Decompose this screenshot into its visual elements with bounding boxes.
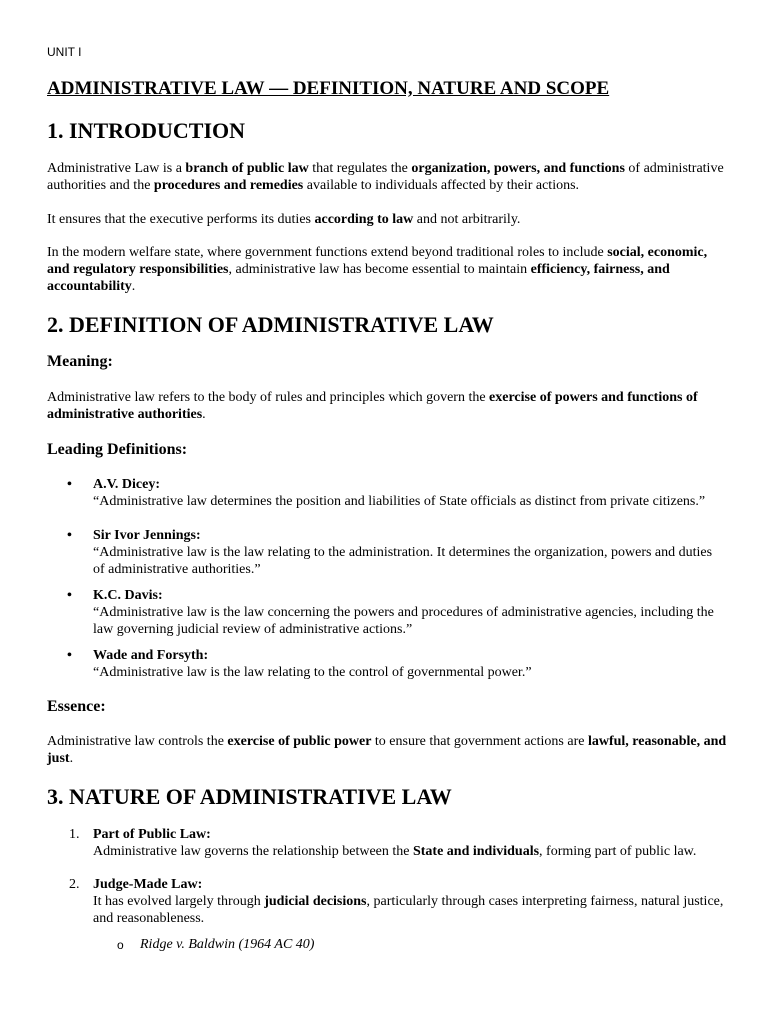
nature-term: Judge-Made Law: (93, 877, 203, 892)
unit-label: UNIT I (47, 45, 82, 59)
meaning-paragraph: Administrative law refers to the body of rules and principles which govern the exercise of powers and functions of administrative authorities. (47, 390, 698, 422)
subheading-leading-definitions: Leading Definitions: (47, 441, 188, 458)
intro-paragraph-2: It ensures that the executive performs its duties according to law and not arbitrarily. (47, 212, 521, 227)
definition-author: Wade and Forsyth: (93, 648, 209, 663)
definition-author: K.C. Davis: (93, 588, 163, 603)
subheading-essence: Essence: (47, 698, 106, 715)
intro-paragraph-3: In the modern welfare state, where government functions extend beyond traditional roles to include social, economic, and regulatory responsibilities, administrative law has become essential to maintain efficiency, fairness, and accountability. (47, 245, 708, 294)
definition-quote: “Administrative law is the law relating to the administration. It determines the organization, powers and duties of administrative authorities.” (93, 545, 713, 577)
definition-author: A.V. Dicey: (93, 477, 161, 492)
list-number: 2. (69, 877, 80, 892)
list-number: 1. (69, 827, 80, 842)
bullet-marker: • (67, 648, 72, 663)
bullet-marker: • (67, 477, 72, 492)
definition-author: Sir Ivor Jennings: (93, 528, 201, 543)
case-citation: Ridge v. Baldwin (1964 AC 40) (140, 937, 315, 952)
subheading-meaning: Meaning: (47, 353, 113, 370)
bullet-marker: • (67, 588, 72, 603)
nature-term: Part of Public Law: (93, 827, 211, 842)
section-heading-definition: 2. DEFINITION OF ADMINISTRATIVE LAW (47, 312, 494, 337)
bullet-marker: • (67, 528, 72, 543)
document-title: ADMINISTRATIVE LAW — DEFINITION, NATURE AND SCOPE (47, 78, 610, 99)
sub-bullet-marker: o (117, 938, 124, 952)
list-item (47, 647, 727, 681)
essence-paragraph: Administrative law controls the exercise of public power to ensure that government actions are lawful, reasonable, and just. (47, 734, 727, 766)
list-item: 2. Judge-Made Law: It has evolved largely through judicial decisions, particularly through cases interpreting fairness, natural justice, and reasonableness. (47, 876, 727, 927)
list-item (47, 936, 727, 953)
definition-quote: “Administrative law determines the position and liabilities of State officials as distinct from private citizens.” (93, 494, 706, 509)
list-item (47, 527, 727, 578)
section-heading-nature: 3. NATURE OF ADMINISTRATIVE LAW (47, 784, 452, 809)
section-heading-introduction: 1. INTRODUCTION (47, 118, 246, 143)
definition-quote: “Administrative law is the law relating to the control of governmental power.” (93, 665, 532, 680)
list-item (47, 476, 727, 510)
list-item: 1. Part of Public Law: Administrative law governs the relationship between the State and individuals, forming part of public law. (47, 826, 727, 860)
definition-quote: “Administrative law is the law concerning the powers and procedures of administrative agencies, including the law governing judicial review of administrative actions.” (93, 605, 714, 637)
intro-paragraph-1: Administrative Law is a branch of public law that regulates the organization, powers, and functions of administrative authorities and the procedures and remedies available to individuals affected by their actions. (47, 161, 724, 193)
list-item (47, 587, 727, 638)
